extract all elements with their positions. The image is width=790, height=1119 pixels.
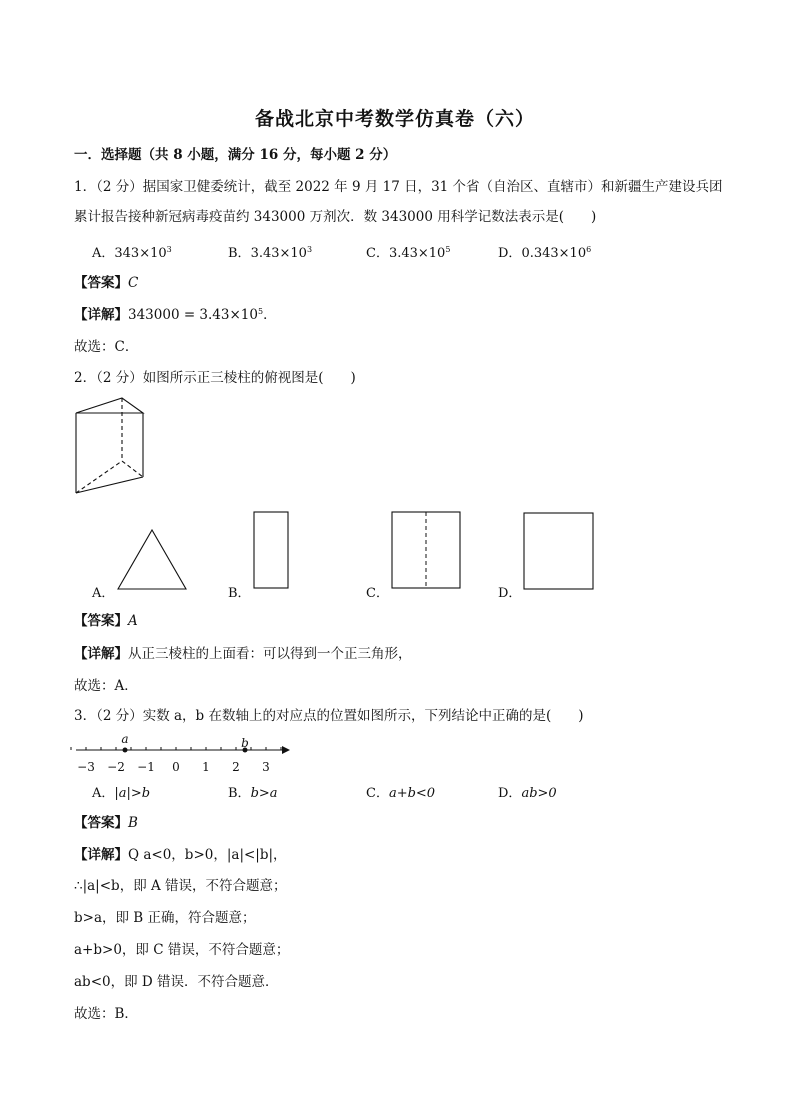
- q2-detail: 【详解】从正三棱柱的上面看：可以得到一个正三角形，: [74, 646, 412, 662]
- point-a-label: a: [121, 732, 129, 746]
- q3-detail-line3: b>a，即 B 正确，符合题意；: [74, 910, 256, 926]
- tick-label: 3: [262, 760, 270, 774]
- q2-option-c-label: C．: [366, 586, 389, 601]
- q2-answer: 【答案】A: [74, 613, 138, 629]
- q1-stem-line2: 累计报告接种新冠病毒疫苗约 343000 万剂次．数 343000 用科学记数法表示是( ): [74, 209, 597, 225]
- q1-option-b: B．$3.43\times 10^3$: [228, 245, 313, 261]
- q1-stem-line1: 1．（2 分）据国家卫健委统计，截至 2022 年 9 月 17 日，31 个省（自治区、直辖市）和新疆生产建设兵团: [74, 179, 723, 195]
- q3-detail-line2: ∴|a|<b，即 A 错误，不符合题意；: [74, 878, 287, 894]
- section-heading: 一．选择题（共 8 小题，满分 16 分，每小题 2 分）: [74, 147, 397, 163]
- tick-label: −1: [137, 760, 155, 774]
- q1-detail: 【详解】$343000 = 3.43\times 10^5$．: [74, 307, 277, 323]
- q2-option-b-label: B．: [228, 586, 251, 601]
- q3-stem: 3．（2 分）实数 a，b 在数轴上的对应点的位置如图所示，下列结论中正确的是( ): [74, 708, 584, 724]
- q3-answer: 【答案】B: [74, 815, 138, 831]
- q1-option-a: A．$343\times 10^3$: [92, 245, 172, 261]
- q3-choose: 故选：B．: [74, 1006, 138, 1022]
- q2-option-a-label: A．: [92, 586, 115, 601]
- q1-answer: 【答案】C: [74, 275, 139, 291]
- q3-option-c: C．a+b<0: [366, 786, 436, 801]
- number-line-arrow: [282, 746, 290, 754]
- tick-label: 2: [232, 760, 240, 774]
- tick-label: 1: [202, 760, 210, 774]
- point-a-dot: [123, 748, 128, 753]
- q3-detail-line5: ab<0，即 D 错误．不符合题意．: [74, 974, 279, 990]
- q1-option-c: C．$3.43\times 10^5$: [366, 245, 451, 261]
- point-b-label: b: [241, 736, 249, 750]
- q3-detail: 【详解】Q a<0，b>0，|a|<|b|，: [74, 847, 287, 863]
- q3-detail-line4: a+b>0，即 C 错误，不符合题意；: [74, 942, 290, 958]
- q3-option-d: D．ab>0: [498, 786, 557, 801]
- q3-option-b: B．b>a: [228, 786, 278, 801]
- q1-choose: 故选：C．: [74, 339, 139, 355]
- q2-option-d-label: D．: [498, 586, 522, 601]
- tick-label: −2: [107, 760, 125, 774]
- tick-label: −3: [77, 760, 95, 774]
- tick-label: 0: [172, 760, 180, 774]
- page-title: 备战北京中考数学仿真卷（六）: [254, 108, 535, 130]
- q2-choose: 故选：A．: [74, 678, 138, 694]
- q2-stem: 2．（2 分）如图所示正三棱柱的俯视图是( ): [74, 370, 356, 386]
- q3-option-a: A．|a|>b: [92, 786, 151, 801]
- q1-option-d: D．$0.343\times 10^6$: [498, 245, 592, 261]
